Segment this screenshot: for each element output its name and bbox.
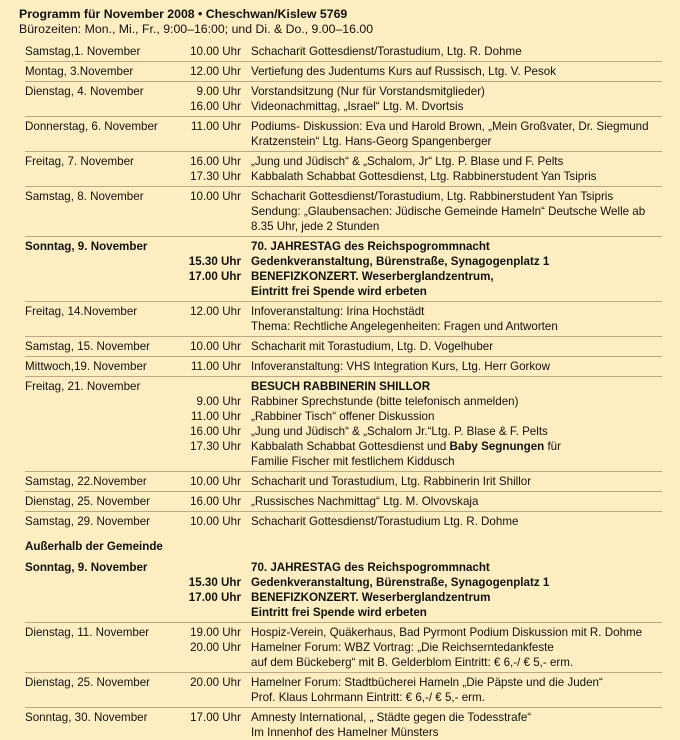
event-day: Samstag,1. November — [25, 45, 141, 58]
event-line — [251, 44, 670, 59]
row-divider — [25, 301, 662, 302]
office-hours: Bürozeiten: Mon., Mi., Fr., 9:00–16:00; und Di. & Do., 9.00–16.00 — [19, 22, 374, 36]
event-line-text: 8.35 Uhr, jede 2 Stunden — [251, 220, 380, 233]
page-title: Programm für November 2008 • Cheschwan/Kislew 5769 — [19, 7, 348, 21]
event-line-text: Vertiefung des Judentums Kurs auf Russisch, Ltg. V. Pesok — [251, 65, 557, 78]
event-time — [185, 239, 241, 254]
event-description — [241, 710, 680, 740]
event-row — [25, 379, 680, 469]
row-divider — [25, 356, 662, 357]
event-line-text: Familie Fischer mit festlichem Kiddusch — [251, 455, 455, 468]
event-time: 16.00 Uhr — [190, 100, 241, 113]
event-times — [185, 44, 241, 59]
event-line — [251, 204, 670, 219]
event-line — [251, 655, 670, 670]
event-line-text: Schacharit mit Torastudium, Ltg. D. Vogelhuber — [251, 340, 494, 353]
event-line — [251, 575, 670, 590]
event-times — [185, 494, 241, 509]
event-time: 10.00 Uhr — [190, 190, 241, 203]
event-row — [25, 560, 680, 620]
event-times — [185, 84, 241, 114]
event-time: 12.00 Uhr — [190, 65, 241, 78]
event-day: Freitag, 7. November — [25, 155, 134, 168]
event-row — [25, 494, 680, 509]
event-line — [251, 590, 670, 605]
event-line — [251, 725, 670, 740]
event-description — [241, 359, 680, 374]
event-line-text: Amnesty International, „ Städte gegen die Todesstrafe“ — [251, 711, 532, 724]
event-line — [251, 675, 670, 690]
event-time: 12.00 Uhr — [190, 305, 241, 318]
event-time: 10.00 Uhr — [190, 340, 241, 353]
row-divider — [25, 511, 662, 512]
event-line-text: 70. JAHRESTAG des Reichspogrommnacht — [251, 561, 490, 574]
event-line-text: Gedenkveranstaltung, Bürenstraße, Synagogenplatz 1 — [251, 576, 550, 589]
event-line-text: Infoveranstaltung: VHS Integration Kurs, Ltg. Herr Gorkow — [251, 360, 551, 373]
event-row — [25, 239, 680, 299]
event-line-text: Kabbalath Schabbat Gottesdienst und — [251, 440, 450, 453]
event-line — [251, 169, 670, 184]
event-day: Dienstag, 11. November — [25, 626, 150, 639]
event-times — [185, 339, 241, 354]
event-time: 11.00 Uhr — [190, 360, 241, 373]
event-row — [25, 710, 680, 740]
event-times — [185, 710, 241, 740]
event-line — [251, 189, 670, 204]
event-day: Sonntag, 9. November — [25, 561, 148, 574]
event-description — [241, 560, 680, 620]
event-time — [185, 379, 241, 394]
event-time: 11.00 Uhr — [190, 410, 241, 423]
event-line-text: 70. JAHRESTAG des Reichspogrommnacht — [251, 240, 490, 253]
row-divider — [25, 236, 662, 237]
event-time: 10.00 Uhr — [190, 475, 241, 488]
event-time: 17.30 Uhr — [190, 170, 241, 183]
event-line — [251, 409, 670, 424]
event-line — [251, 239, 670, 254]
event-line — [251, 494, 670, 509]
event-row — [25, 189, 680, 234]
event-row — [25, 474, 680, 489]
event-day: Dienstag, 4. November — [25, 85, 144, 98]
event-time: 16.00 Uhr — [190, 155, 241, 168]
event-line-text: „Jung und Jüdisch“ & „Schalom, Jr“ Ltg. P. Blase und F. Pelts — [251, 155, 564, 168]
row-divider — [25, 471, 662, 472]
event-row — [25, 625, 680, 670]
event-times — [185, 474, 241, 489]
event-times — [185, 560, 241, 620]
event-line-text: Sendung: „Glaubensachen: Jüdische Gemeinde Hameln“ Deutsche Welle ab — [251, 205, 646, 218]
event-line-text: Podiums- Diskussion: Eva und Harold Brown, „Mein Großvater, Dr. Siegmund — [251, 120, 649, 133]
row-divider — [25, 186, 662, 187]
event-after-inline: für — [544, 440, 561, 453]
event-line-text: Schacharit Gottesdienst/Torastudium, Ltg. R. Dohme — [251, 45, 522, 58]
event-time: 15.30 Uhr — [188, 576, 241, 589]
event-line-text: Rabbiner Sprechstunde (bitte telefonisch anmelden) — [251, 395, 519, 408]
event-line — [251, 254, 670, 269]
event-description — [241, 339, 680, 354]
event-line-text: Gedenkveranstaltung, Bürenstraße, Synagogenplatz 1 — [251, 255, 550, 268]
event-day: Donnerstag, 6. November — [25, 120, 158, 133]
event-day: Freitag, 14.November — [25, 305, 138, 318]
event-line-text: Schacharit Gottesdienst/Torastudium, Ltg. Rabbinerstudent Yan Tsipris — [251, 190, 614, 203]
event-description — [241, 379, 680, 469]
event-day: Samstag, 29. November — [25, 515, 151, 528]
event-line — [251, 284, 670, 299]
event-times — [185, 64, 241, 79]
event-time: 16.00 Uhr — [190, 425, 241, 438]
event-description — [241, 154, 680, 184]
event-time: 19.00 Uhr — [190, 626, 241, 639]
event-line — [251, 710, 670, 725]
event-description — [241, 494, 680, 509]
row-divider — [25, 622, 662, 623]
event-time: 17.00 Uhr — [188, 591, 241, 604]
event-line — [251, 154, 670, 169]
event-line-text: Prof. Klaus Lohrmann Eintritt: € 6,-/ € 5,- erm. — [251, 691, 485, 704]
event-line-text: Videonachmittag, „Israel“ Ltg. M. Dvortsis — [251, 100, 464, 113]
event-row — [25, 359, 680, 374]
event-line-text: Hospiz-Verein, Quäkerhaus, Bad Pyrmont Podium Diskussion mit R. Dohme — [251, 626, 643, 639]
event-line — [251, 514, 670, 529]
event-list — [19, 44, 680, 529]
event-line-text: Im Innenhof des Hamelner Münsters — [251, 726, 439, 739]
event-time: 10.00 Uhr — [190, 45, 241, 58]
event-line — [251, 394, 670, 409]
event-time: 17.30 Uhr — [190, 440, 241, 453]
event-line — [251, 474, 670, 489]
event-times — [185, 239, 241, 299]
event-description — [241, 514, 680, 529]
event-line-text: BENEFIZKONZERT. Weserberglandzentrum, — [251, 270, 494, 283]
row-divider — [25, 707, 662, 708]
event-line-text: Eintritt frei Spende wird erbeten — [251, 285, 427, 298]
event-line — [251, 640, 670, 655]
event-line — [251, 64, 670, 79]
row-divider — [25, 116, 662, 117]
event-line-text: Vorstandsitzung (Nur für Vorstandsmitglieder) — [251, 85, 485, 98]
event-times — [185, 154, 241, 184]
outside-event-list — [19, 560, 680, 740]
event-row — [25, 675, 680, 705]
event-line — [251, 134, 670, 149]
event-day: Montag, 3.November — [25, 65, 134, 78]
event-line-text: Kratzenstein“ Ltg. Hans-Georg Spangenberger — [251, 135, 492, 148]
event-description — [241, 119, 680, 149]
event-line-text: BENEFIZKONZERT. Weserberglandzentrum — [251, 591, 491, 604]
event-times — [185, 675, 241, 705]
event-times — [185, 359, 241, 374]
event-times — [185, 304, 241, 334]
event-description — [241, 304, 680, 334]
event-line-text: Thema: Rechtliche Angelegenheiten: Fragen und Antworten — [251, 320, 558, 333]
event-description — [241, 625, 680, 670]
event-line — [251, 99, 670, 114]
event-times — [185, 625, 241, 670]
event-time: 9.00 Uhr — [196, 85, 241, 98]
event-time: 11.00 Uhr — [190, 120, 241, 133]
event-line-text: „Rabbiner Tisch“ offener Diskussion — [251, 410, 435, 423]
event-line — [251, 605, 670, 620]
event-description — [241, 474, 680, 489]
event-day: Samstag, 15. November — [25, 340, 151, 353]
event-line — [251, 359, 670, 374]
event-description — [241, 675, 680, 705]
event-times — [185, 119, 241, 149]
event-line — [251, 454, 670, 469]
event-line — [251, 690, 670, 705]
event-row — [25, 514, 680, 529]
event-description — [241, 44, 680, 59]
event-day: Samstag, 8. November — [25, 190, 144, 203]
event-times — [185, 379, 241, 469]
event-line-text: Eintritt frei Spende wird erbeten — [251, 606, 427, 619]
event-day: Freitag, 21. November — [25, 380, 141, 393]
event-line — [251, 339, 670, 354]
event-time: 9.00 Uhr — [196, 395, 241, 408]
row-divider — [25, 81, 662, 82]
event-line — [251, 219, 670, 234]
event-day: Dienstag, 25. November — [25, 676, 151, 689]
event-line — [251, 119, 670, 134]
event-line — [251, 269, 670, 284]
row-divider — [25, 336, 662, 337]
event-day: Sonntag, 9. November — [25, 240, 148, 253]
event-row — [25, 339, 680, 354]
row-divider — [25, 491, 662, 492]
event-line-text: Schacharit und Torastudium, Ltg. Rabbinerin Irit Shillor — [251, 475, 532, 488]
event-time: 16.00 Uhr — [190, 495, 241, 508]
event-line — [251, 439, 670, 454]
event-heading: BESUCH RABBINERIN SHILLOR — [251, 380, 431, 393]
event-row — [25, 304, 680, 334]
event-row — [25, 84, 680, 114]
outside-heading: Außerhalb der Gemeinde — [25, 540, 163, 553]
event-row — [25, 64, 680, 79]
event-times — [185, 514, 241, 529]
event-row — [25, 119, 680, 149]
event-day: Mittwoch,19. November — [25, 360, 147, 373]
event-row — [25, 154, 680, 184]
event-times — [185, 189, 241, 234]
event-description — [241, 239, 680, 299]
event-day: Dienstag, 25. November — [25, 495, 151, 508]
event-line-text: Schacharit Gottesdienst/Torastudium Ltg. R. Dohme — [251, 515, 519, 528]
event-day: Samstag, 22.November — [25, 475, 147, 488]
event-line — [251, 625, 670, 640]
event-line — [251, 84, 670, 99]
event-row — [25, 44, 680, 59]
event-time: 15.30 Uhr — [188, 255, 241, 268]
event-time: 17.00 Uhr — [188, 270, 241, 283]
event-line-text: „Russisches Nachmittag“ Ltg. M. Olvovskaja — [251, 495, 479, 508]
event-line — [251, 319, 670, 334]
event-line-text: auf dem Bückeberg“ mit B. Gelderblom Eintritt: € 6,-/ € 5,- erm. — [251, 656, 574, 669]
row-divider — [25, 61, 662, 62]
event-description — [241, 189, 680, 234]
event-time: 17.00 Uhr — [190, 711, 241, 724]
event-description — [241, 84, 680, 114]
event-time: 20.00 Uhr — [190, 676, 241, 689]
event-line-text: Infoveranstaltung: Irina Hochstädt — [251, 305, 425, 318]
event-line-text: „Jung und Jüdisch“ & „Schalom Jr.“Ltg. P. Blase & F. Pelts — [251, 425, 548, 438]
event-line — [251, 560, 670, 575]
event-time: 10.00 Uhr — [190, 515, 241, 528]
row-divider — [25, 376, 662, 377]
event-line-text: Kabbalath Schabbat Gottesdienst, Ltg. Rabbinerstudent Yan Tsipris — [251, 170, 597, 183]
event-line-text: Hamelner Forum: Stadtbücherei Hameln „Die Päpste und die Juden“ — [251, 676, 603, 689]
event-time: 20.00 Uhr — [190, 641, 241, 654]
row-divider — [25, 151, 662, 152]
event-time — [185, 560, 241, 575]
event-line — [251, 304, 670, 319]
event-day: Sonntag, 30. November — [25, 711, 148, 724]
event-bold-inline: Baby Segnungen — [449, 440, 545, 453]
event-description — [241, 64, 680, 79]
event-line — [251, 424, 670, 439]
event-line-text: Hamelner Forum: WBZ Vortrag: „Die Reichserntedankfeste — [251, 641, 554, 654]
row-divider — [25, 672, 662, 673]
